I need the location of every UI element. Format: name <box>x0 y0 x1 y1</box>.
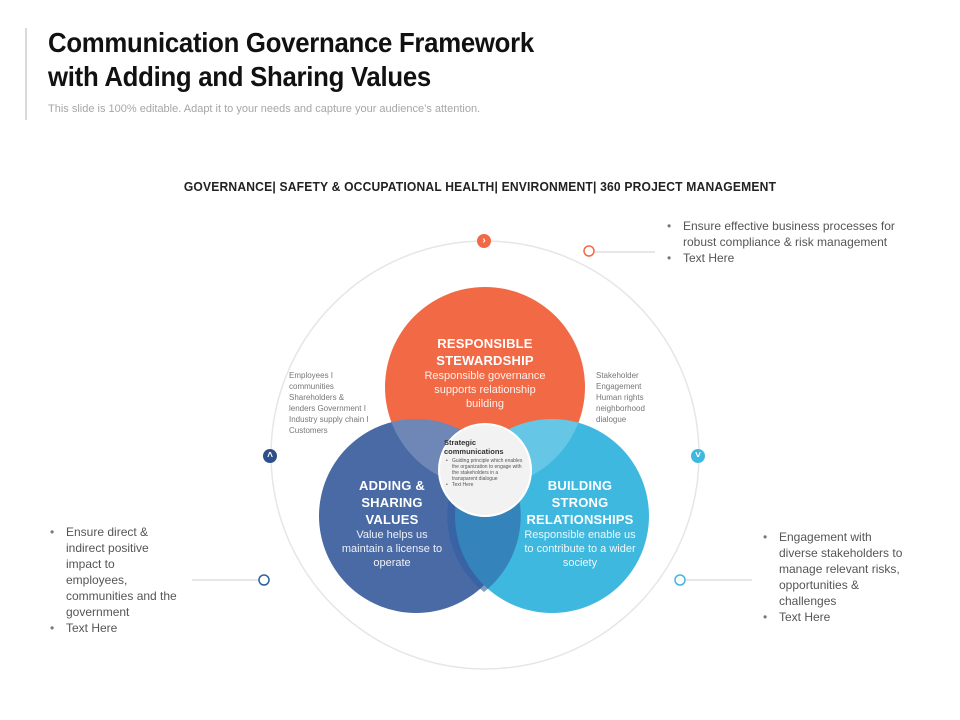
stewardship-heading-1: RESPONSIBLE <box>437 336 533 351</box>
left-list-line: communities <box>289 382 334 391</box>
right-list-line: Stakeholder <box>596 371 639 380</box>
callout-bottom-left <box>48 524 178 636</box>
callout-item: • Engagement with diverse stakeholders to manage relevant risks, opportunities & challenges <box>761 529 911 609</box>
callout-item: • Text Here <box>761 609 911 625</box>
chevron-up-icon: ˄ <box>263 449 277 463</box>
building-body: Responsible enable us to contribute to a wider society <box>524 529 636 569</box>
title-line-1: Communication Governance Framework <box>48 27 534 58</box>
left-list-line: Customers <box>289 426 328 435</box>
left-list-line: Employees I <box>289 371 334 380</box>
right-list-line: Human rights <box>596 393 644 402</box>
callout-item: • Ensure direct & indirect positive impact to employees, communities and the government <box>48 524 178 620</box>
center-title: Strategic communications <box>444 438 504 456</box>
left-list-line: lenders Government I <box>289 404 366 413</box>
adding-heading-3: VALUES <box>365 512 419 527</box>
left-list-line: Shareholders & <box>289 393 345 402</box>
chevron-right-icon: › <box>477 234 491 248</box>
label-stewardship <box>415 335 555 411</box>
title-line-2: with Adding and Sharing Values <box>48 61 431 92</box>
label-adding-sharing <box>336 477 448 570</box>
right-list-line: neighborhood <box>596 404 645 413</box>
page-subtitle: This slide is 100% editable. Adapt it to your needs and capture your audience’s attention. <box>48 103 481 115</box>
chevron-down-icon: ˅ <box>691 449 705 463</box>
label-building-relationships <box>514 477 646 570</box>
building-heading-2: STRONG <box>551 495 609 510</box>
framework-banner: GOVERNANCE| SAFETY & OCCUPATIONAL HEALTH| ENVIRONMENT| 360 PROJECT MANAGEMENT <box>183 179 777 194</box>
left-list-line: Industry supply chain I <box>289 415 369 424</box>
center-list <box>444 458 524 488</box>
callout-item: • Ensure effective business processes for robust compliance & risk management <box>665 218 910 250</box>
right-list-line: Engagement <box>596 382 642 391</box>
right-stakeholder-list <box>596 370 676 425</box>
callout-item: • Text Here <box>48 620 178 636</box>
building-heading-3: RELATIONSHIPS <box>526 512 634 527</box>
connector-dot-top-right <box>584 246 594 256</box>
callout-bottom-right <box>761 529 911 625</box>
building-heading-1: BUILDING <box>547 478 613 493</box>
stewardship-heading-2: STEWARDSHIP <box>436 353 534 368</box>
center-item: • Text Here <box>444 482 524 488</box>
right-list-line: dialogue <box>596 415 627 424</box>
center-item: • Guiding principle which enables the organization to engage with the stakeholders in a transparent dialogue <box>444 458 524 482</box>
left-stakeholder-list <box>289 370 389 436</box>
connector-dot-bottom-right <box>675 575 685 585</box>
adding-body: Value helps us maintain a license to operate <box>341 529 443 569</box>
callout-item: • Text Here <box>665 250 910 266</box>
adding-heading-1: ADDING & <box>359 478 425 493</box>
adding-heading-2: SHARING <box>361 495 423 510</box>
center-strategic-communications <box>444 438 524 488</box>
stewardship-body: Responsible governance supports relationship building <box>424 370 546 410</box>
connector-dot-bottom-left <box>259 575 269 585</box>
callout-top-right <box>665 218 910 266</box>
